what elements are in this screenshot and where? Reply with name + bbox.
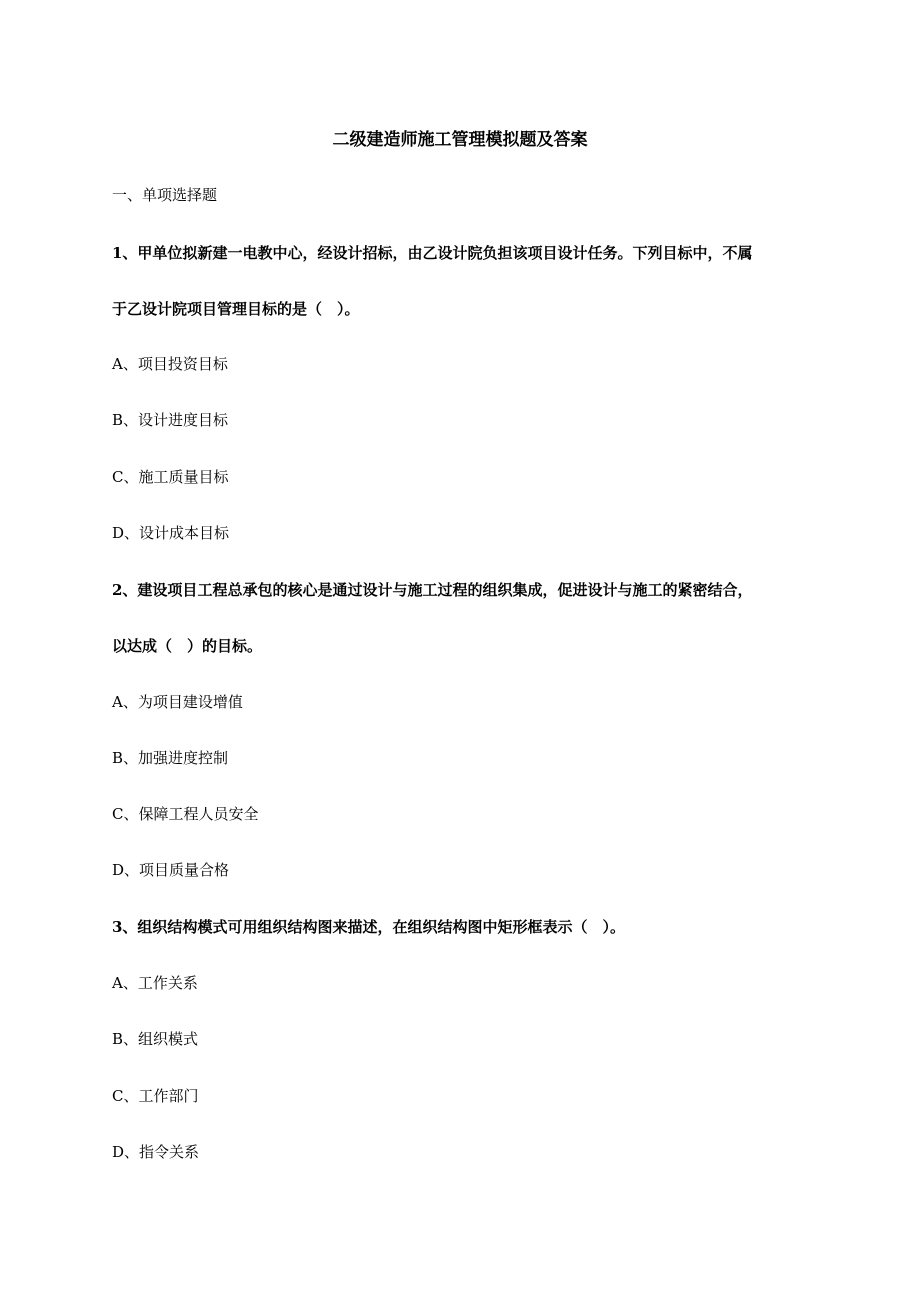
question-1-option-c: C、施工质量目标: [112, 468, 229, 486]
question-1-option-b: B、设计进度目标: [112, 411, 229, 429]
question-3-option-d: D、指令关系: [112, 1143, 200, 1161]
question-1-line-1: 1、甲单位拟新建一电教中心，经设计招标，由乙设计院负担该项目设计任务。下列目标中，不属: [112, 244, 753, 262]
question-3-option-a: A、工作关系: [112, 974, 198, 992]
question-3-line-1: 3、组织结构模式可用组织结构图来描述，在组织结构图中矩形框表示（ ）。: [112, 918, 625, 936]
question-2-option-d: D、项目质量合格: [112, 861, 230, 879]
section-heading: 一、单项选择题: [112, 186, 218, 204]
question-2-line-1: 2、建设项目工程总承包的核心是通过设计与施工过程的组织集成，促进设计与施工的紧密结合，: [112, 581, 753, 599]
question-1-option-a: A、项目投资目标: [112, 355, 228, 373]
question-2-option-b: B、加强进度控制: [112, 749, 229, 767]
question-2-option-a: A、为项目建设增值: [112, 693, 243, 711]
question-3-option-c: C、工作部门: [112, 1087, 199, 1105]
question-3-option-b: B、组织模式: [112, 1030, 199, 1048]
question-2-line-2: 以达成（ ）的目标。: [112, 637, 263, 655]
question-1-line-2: 于乙设计院项目管理目标的是（ ）。: [112, 300, 360, 318]
question-2-option-c: C、保障工程人员安全: [112, 805, 259, 823]
question-1-option-d: D、设计成本目标: [112, 524, 230, 542]
document-title: 二级建造师施工管理模拟题及答案: [332, 130, 588, 150]
